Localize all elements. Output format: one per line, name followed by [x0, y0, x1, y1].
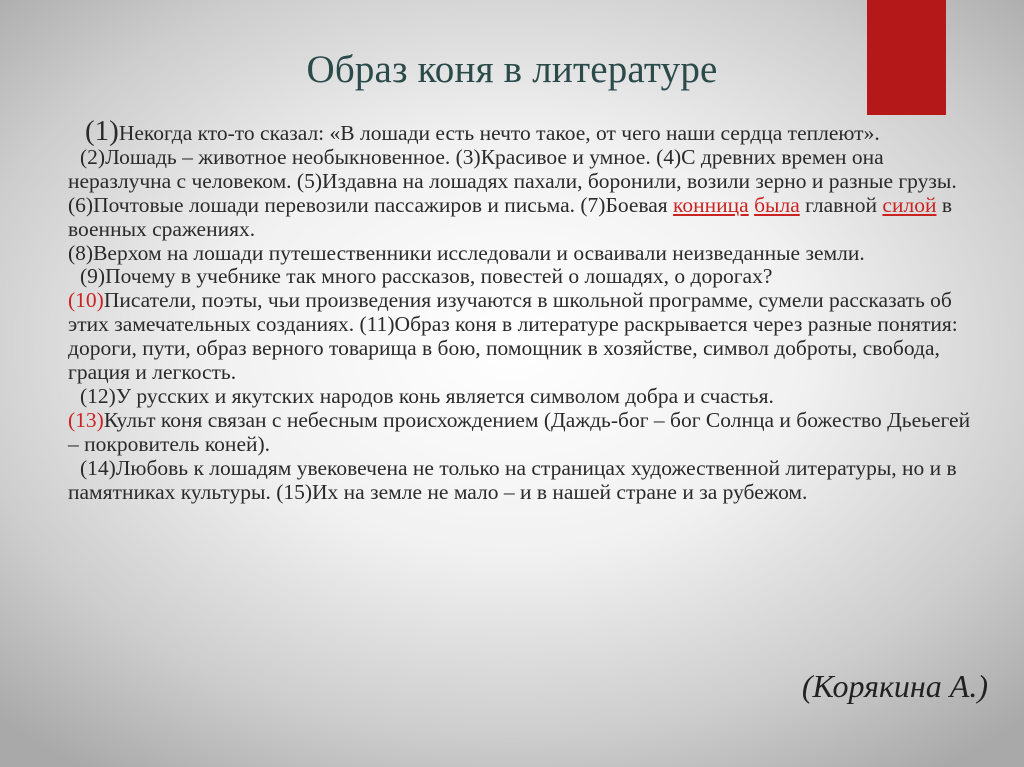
paragraph-4 — [68, 385, 980, 457]
sentences-10-11-text: Писатели, поэты, чьи произведения изучаются в школьной программе, сумели рассказать об этих замечательных созданиях. (11)Образ коня в литературе раскрывается через разные понятия: дороги, пути, образ верного товарища в бою, помощник в хозяйстве, символ доброты, свобода, грация и легкость. — [68, 288, 958, 385]
highlighted-word-siloy: силой — [882, 192, 937, 217]
author-attribution: (Корякина А.) — [801, 668, 988, 704]
sentences-2-7-text: (2)Лошадь – животное необыкновенное. (3)Красивое и умное. (4)С древних времен она неразлучна с человеком. (5)Издавна на лошадях пахали, боронили, возили зерно и разные грузы. (6)Почтовые лошади перевозили пассажиров и письма. (7)Боевая — [68, 144, 957, 217]
highlighted-word-konnitsa: конница — [673, 192, 749, 217]
highlighted-word-byla: была — [754, 192, 800, 217]
sentence-7-middle: главной — [799, 192, 883, 217]
paragraph-3 — [68, 265, 980, 385]
sentence-number-10: (10) — [68, 288, 104, 313]
slide-title: Образ коня в литературе — [306, 48, 718, 91]
sentence-8-text: (8)Верхом на лошади путешественники исследовали и осваивали неизведанные земли. — [68, 240, 865, 265]
sentence-7-tail: в военных сражениях. — [68, 192, 952, 241]
paragraph-2 — [68, 146, 980, 266]
sentence-13-text: Культ коня связан с небесным происхождением (Даждь-бог – бог Солнца и божество Дьеьегей – покровитель коней). — [68, 407, 971, 456]
paragraph-5 — [68, 457, 980, 505]
sentence-1-text: Некогда кто-то сказал: «В лошади есть нечто такое, от чего наши сердца теплеют». — [118, 121, 880, 145]
paragraph-1 — [68, 115, 980, 147]
sentence-9-text: (9)Почему в учебнике так много рассказов, повестей о лошадях, о дорогах? — [80, 264, 773, 289]
sentences-14-15-text: (14)Любовь к лошадям увековечена не только на страницах художественной литературы, но и в памятниках культуры. (15)Их на земле не мало – и в нашей стране и за рубежом. — [68, 455, 957, 504]
sentence-12-text: (12)У русских и якутских народов конь является символом добра и счастья. — [80, 383, 774, 408]
sentence-number-1: (1) — [85, 115, 119, 147]
sentence-number-13: (13) — [68, 407, 104, 432]
text-body — [68, 115, 980, 505]
